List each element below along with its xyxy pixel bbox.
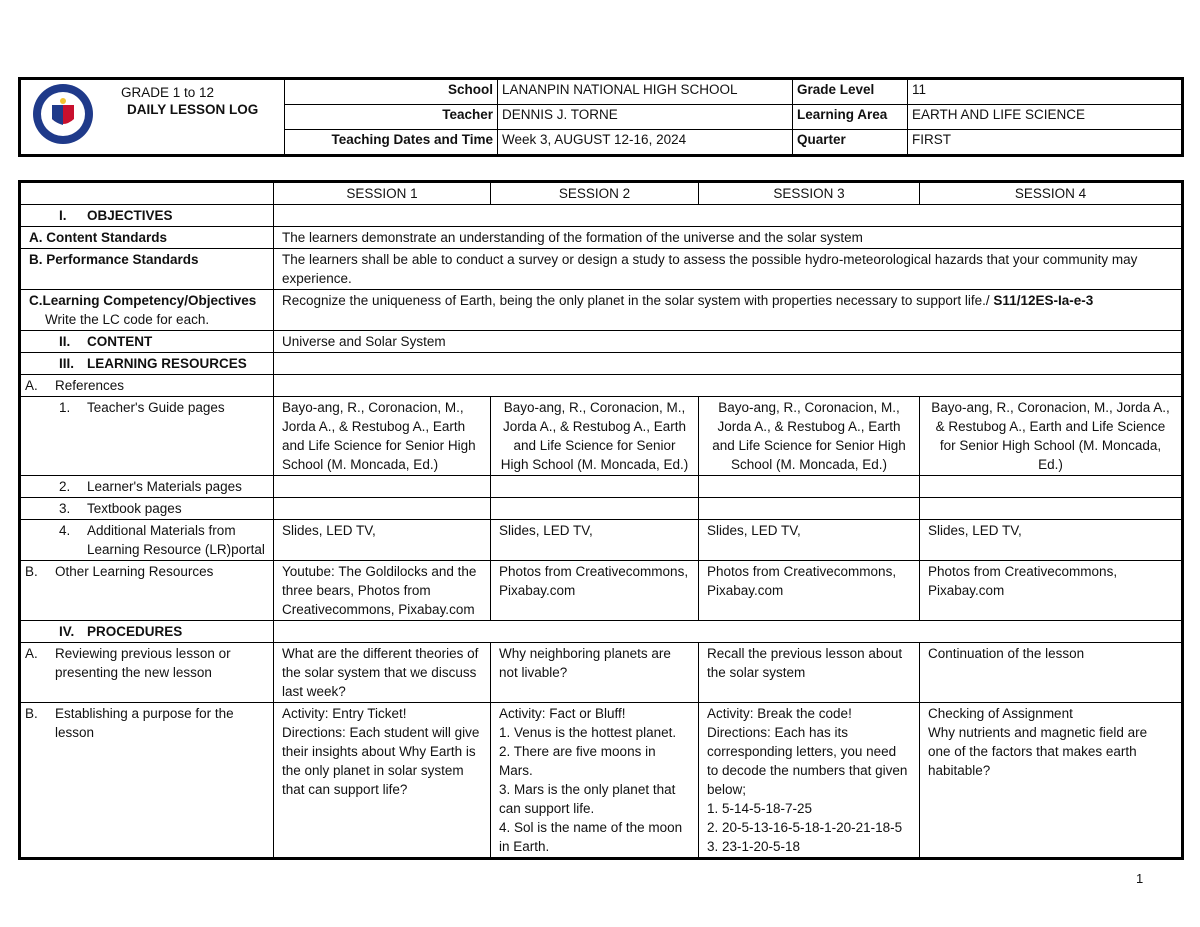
competency-row [20,290,1183,331]
textbook-row [20,498,1183,520]
competency-label: C.Learning Competency/Objectives [29,293,257,308]
additional-materials-label: 4. Additional Materials from Learning Resource (LR)portal [20,520,274,561]
additional-materials-cell: Slides, LED TV, [920,520,1183,561]
purpose-line: 3. 23-1-20-5-18 [707,839,801,854]
purpose-line: 1. 5-14-5-18-7-25 [707,801,813,816]
sessions-row [20,182,1183,205]
teacher-label: Teacher [285,105,498,130]
purpose-line: Activity: Break the code! [707,706,852,721]
empty-cell [274,498,491,520]
content-heading: II. CONTENT [20,331,274,353]
empty-cell [274,353,1183,375]
procedures-row [20,621,1183,643]
grade-block [121,84,258,118]
teachers-guide-cell: Bayo-ang, R., Coronacion, M., Jorda A., & Restubog A., Earth and Life Science for Senior High School (M. Moncada, Ed.) [491,397,699,476]
reviewing-cell: What are the different theories of the solar system that we discuss last week? [274,643,491,703]
content-standards-label: A. Content Standards [20,227,274,249]
blank-cell [20,182,274,205]
other-resources-cell: Photos from Creativecommons, Pixabay.com [491,561,699,621]
teachers-guide-cell: Bayo-ang, R., Coronacion, M., Jorda A., & Restubog A., Earth and Life Science for Senior High School (M. Moncada, Ed.) [920,397,1183,476]
purpose-line: 1. Venus is the hottest planet. [499,725,677,740]
competency-label-cell [20,290,274,331]
session-header: SESSION 1 [274,182,491,205]
content-value: Universe and Solar System [274,331,1183,353]
learners-materials-label: 2. Learner's Materials pages [20,476,274,498]
purpose-label: B. Establishing a purpose for the lesson [20,703,274,859]
purpose-cell [274,703,491,859]
teacher-value: DENNIS J. TORNE [498,105,793,130]
header-table [18,77,1184,157]
other-resources-label: B. Other Learning Resources [20,561,274,621]
quarter-label: Quarter [793,129,908,155]
purpose-cell [491,703,699,859]
performance-standards-label: B. Performance Standards [20,249,274,290]
content-row [20,331,1183,353]
empty-cell [920,476,1183,498]
other-resources-row [20,561,1183,621]
header-logo-cell [20,79,285,156]
reviewing-cell: Why neighboring planets are not livable? [491,643,699,703]
learning-area-value: EARTH AND LIFE SCIENCE [908,105,1183,130]
purpose-cell [920,703,1183,859]
learning-area-label: Learning Area [793,105,908,130]
references-label: A. References [20,375,274,397]
page-number: 1 [1136,871,1144,886]
dates-value: Week 3, AUGUST 12-16, 2024 [498,129,793,155]
school-label: School [285,79,498,105]
purpose-line: Checking of Assignment [928,706,1073,721]
competency-code: S11/12ES-Ia-e-3 [993,293,1094,308]
other-resources-cell: Youtube: The Goldilocks and the three bears, Photos from Creativecommons, Pixabay.com [274,561,491,621]
additional-materials-cell: Slides, LED TV, [699,520,920,561]
performance-standards-row [20,249,1183,290]
learners-materials-row [20,476,1183,498]
deped-seal-icon [32,83,94,145]
reviewing-label: A. Reviewing previous lesson or presenting the new lesson [20,643,274,703]
empty-cell [274,476,491,498]
competency-value: Recognize the uniqueness of Earth, being the only planet in the solar system with properties necessary to support life./ [282,293,990,308]
empty-cell [699,476,920,498]
school-value: LANANPIN NATIONAL HIGH SCHOOL [498,79,793,105]
reviewing-cell: Continuation of the lesson [920,643,1183,703]
objectives-row [20,205,1183,227]
reviewing-row [20,643,1183,703]
empty-cell [920,498,1183,520]
lesson-log-table [18,180,1184,860]
empty-cell [491,498,699,520]
reviewing-cell: Recall the previous lesson about the solar system [699,643,920,703]
competency-sublabel: Write the LC code for each. [45,312,210,327]
grade-level-label: Grade Level [793,79,908,105]
quarter-value: FIRST [908,129,1183,155]
purpose-line: Directions: Each student will give their insights about Why Earth is the only planet in solar system that can support life? [282,725,480,797]
teachers-guide-cell: Bayo-ang, R., Coronacion, M., Jorda A., & Restubog A., Earth and Life Science for Senior High School (M. Moncada, Ed.) [274,397,491,476]
teachers-guide-cell: Bayo-ang, R., Coronacion, M., Jorda A., & Restubog A., Earth and Life Science for Senior High School (M. Moncada, Ed.) [699,397,920,476]
purpose-line: 3. Mars is the only planet that can support life. [499,782,676,816]
teachers-guide-row [20,397,1183,476]
content-standards-value: The learners demonstrate an understanding of the formation of the universe and the solar system [274,227,1183,249]
references-row [20,375,1183,397]
purpose-line: 2. 20-5-13-16-5-18-1-20-21-18-5 [707,820,903,835]
empty-cell [491,476,699,498]
resources-heading: III. LEARNING RESOURCES [20,353,274,375]
log-title: DAILY LESSON LOG [127,102,259,117]
purpose-cell [699,703,920,859]
textbook-label: 3. Textbook pages [20,498,274,520]
purpose-line: 4. Sol is the name of the moon in Earth. [499,820,683,854]
objectives-heading: I. OBJECTIVES [20,205,274,227]
purpose-line: Activity: Fact or Bluff! [499,706,626,721]
purpose-line: Directions: Each has its corresponding letters, you need to decode the numbers that given below; [707,725,908,797]
purpose-row [20,703,1183,859]
purpose-line: 2. There are five moons in Mars. [499,744,656,778]
purpose-line: Activity: Entry Ticket! [282,706,407,721]
empty-cell [699,498,920,520]
grade-level-value: 11 [908,79,1183,105]
additional-materials-row [20,520,1183,561]
session-header: SESSION 4 [920,182,1183,205]
purpose-line: Why nutrients and magnetic field are one of the factors that makes earth habitable? [928,725,1148,778]
content-standards-row [20,227,1183,249]
competency-value-cell [274,290,1183,331]
additional-materials-cell: Slides, LED TV, [491,520,699,561]
dates-label: Teaching Dates and Time [285,129,498,155]
session-header: SESSION 3 [699,182,920,205]
additional-materials-cell: Slides, LED TV, [274,520,491,561]
teachers-guide-label: 1. Teacher's Guide pages [20,397,274,476]
performance-standards-value: The learners shall be able to conduct a survey or design a study to assess the possible hydro-meteorological hazards that your community may experience. [274,249,1183,290]
session-header: SESSION 2 [491,182,699,205]
grade-range: GRADE 1 to 12 [121,85,215,100]
empty-cell [274,375,1183,397]
procedures-heading: IV. PROCEDURES [20,621,274,643]
other-resources-cell: Photos from Creativecommons, Pixabay.com [920,561,1183,621]
resources-row [20,353,1183,375]
empty-cell [274,205,1183,227]
other-resources-cell: Photos from Creativecommons, Pixabay.com [699,561,920,621]
empty-cell [274,621,1183,643]
